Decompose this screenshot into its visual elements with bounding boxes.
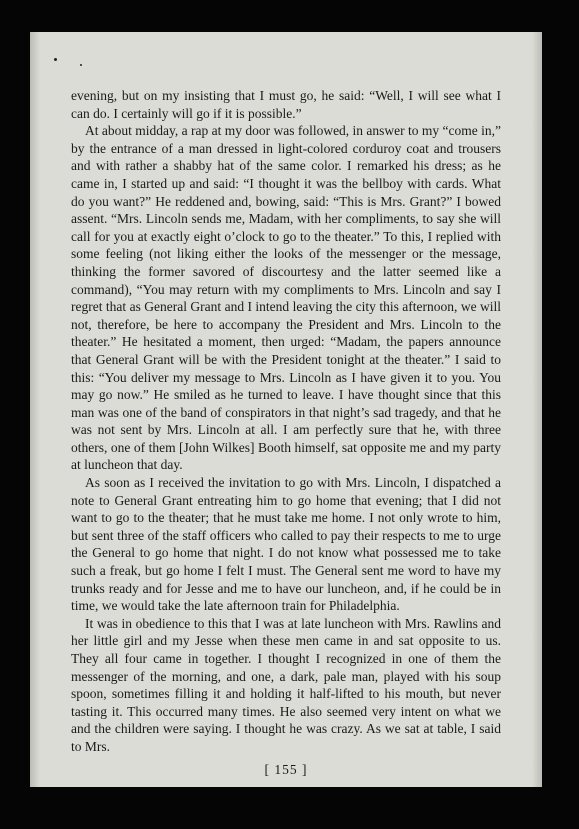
scan-shadow-left <box>30 32 40 787</box>
page-number: [ 155 ] <box>264 762 308 777</box>
scan-speck <box>54 58 57 61</box>
scan-speck <box>80 64 82 66</box>
book-page <box>30 32 542 787</box>
paragraph: It was in obedience to this that I was at late luncheon with Mrs. Rawlins and her little girl and my Jesse when these men came in and sat opposite to us. They all four came in together. I thought I recognized in one of them the messenger of the morning, and one, a dark, pale man, played with his soup spoon, sometimes filling it and holding it half-lifted to his mouth, but never tasting it. This occurred many times. He also seemed very intent on what we and the children were saying. I thought he was crazy. As we sat at table, I said to Mrs. <box>71 615 501 754</box>
paragraph: At about midday, a rap at my door was followed, in answer to my “come in,” by the entrance of a man dressed in light-colored corduroy coat and trousers and with rather a shabby hat of the same color. I remarked his dress; as he came in, I started up and said: “I thought it was the bellboy with cards. What do you want?” He reddened and, bowing, said: “This is Mrs. Grant?” I bowed assent. “Mrs. Lincoln sends me, Madam, with her compliments, to say she will call for you at exactly eight o’clock to go to the theater.” To this, I replied with some feeling (not liking either the looks of the messenger or the message, thinking the former savored of discourtesy and the latter seemed like a command), “You may return with my compliments to Mrs. Lincoln and say I regret that as General Grant and I intend leaving the city this afternoon, we will not, therefore, be here to accompany the President and Mrs. Lincoln to the theater.” He hesitated a moment, then urged: “Madam, the papers announce that General Grant will be with the President tonight at the theater.” I said to this: “You deliver my message to Mrs. Lincoln as I have given it to you. You may go now.” He smiled as he turned to leave. I have thought since that this man was one of the band of conspirators in that night’s sad tragedy, and that he was not sent by Mrs. Lincoln at all. I am perfectly sure that he, with three others, one of them [John Wilkes] Booth himself, sat opposite me and my party at luncheon that day. <box>71 123 502 473</box>
paragraph: As soon as I received the invitation to go with Mrs. Lincoln, I dispatched a note to General Grant entreating him to go home that evening; that I did not want to go to the theater; that he must take me home. I not only wrote to him, but sent three of the staff officers who called to pay their respects to me to urge the General to go home that night. I do not know what possessed me to take such a freak, but go home I felt I must. The General sent me word to have my trunks ready and for Jesse and me to have our luncheon, and, if he could be in time, we would take the late afternoon train for Philadelphia. <box>71 475 501 614</box>
scan-shadow-right <box>532 32 542 787</box>
body-text <box>71 87 501 756</box>
paragraph: evening, but on my insisting that I must go, he said: “Well, I will see what I can do. I certainly will go if it is possible.” <box>71 88 501 121</box>
